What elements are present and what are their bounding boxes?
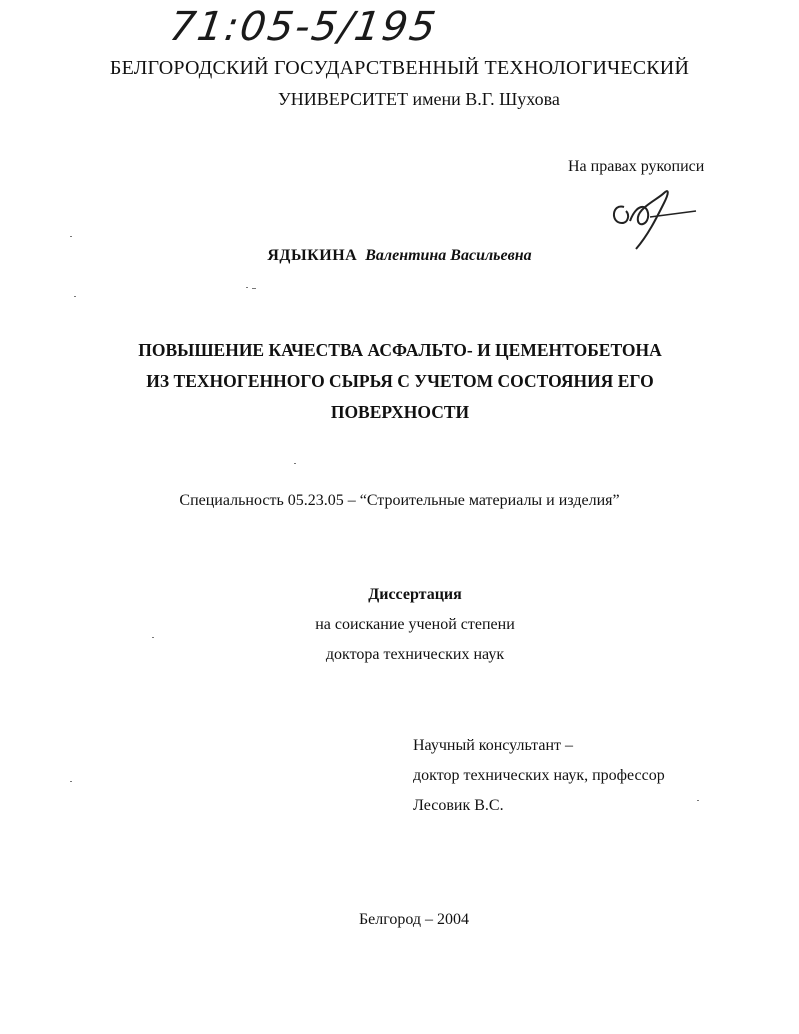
title-line-1: ПОВЫШЕНИЕ КАЧЕСТВА АСФАЛЬТО- И ЦЕМЕНТОБЕТОНА — [138, 340, 662, 360]
degree-line-1: на соискание ученой степени — [315, 616, 515, 633]
scan-speck — [74, 296, 76, 297]
scan-speck — [252, 288, 256, 289]
author-given-names: Валентина Васильевна — [365, 247, 532, 264]
degree-block — [0, 580, 799, 670]
scan-speck — [70, 236, 72, 237]
consultant-line-2: доктор технических наук, профессор — [413, 767, 665, 784]
handwritten-catalog-number: 71:05-5/195 — [166, 4, 441, 50]
author-name — [0, 247, 799, 265]
scan-speck — [697, 800, 699, 801]
degree-line-2: доктора технических наук — [325, 646, 505, 663]
scan-speck — [70, 781, 72, 782]
university-name-line2: УНИВЕРСИТЕТ имени В.Г. Шухова — [278, 89, 560, 109]
university-name-line1: БЕЛГОРОДСКИЙ ГОСУДАРСТВЕННЫЙ ТЕХНОЛОГИЧЕСКИЙ — [109, 57, 690, 79]
place-and-year: Белгород – 2004 — [358, 911, 470, 928]
speciality-line: Специальность 05.23.05 – “Строительные материалы и изделия” — [179, 492, 620, 509]
handwritten-signature — [606, 185, 706, 255]
scan-speck — [294, 463, 296, 464]
consultant-name: Лесовик В.С. — [413, 797, 504, 814]
title-line-2: ИЗ ТЕХНОГЕННОГО СЫРЬЯ С УЧЕТОМ СОСТОЯНИЯ ЕГО — [146, 371, 654, 391]
title-line-3: ПОВЕРХНОСТИ — [330, 402, 470, 422]
degree-heading: Диссертация — [368, 586, 462, 603]
consultant-line-1: Научный консультант – — [413, 737, 573, 754]
rights-note: На правах рукописи — [568, 158, 705, 175]
author-surname: ЯДЫКИНА — [267, 247, 358, 264]
scientific-consultant-block — [413, 731, 665, 821]
dissertation-title — [120, 335, 680, 428]
scan-speck — [246, 287, 248, 288]
